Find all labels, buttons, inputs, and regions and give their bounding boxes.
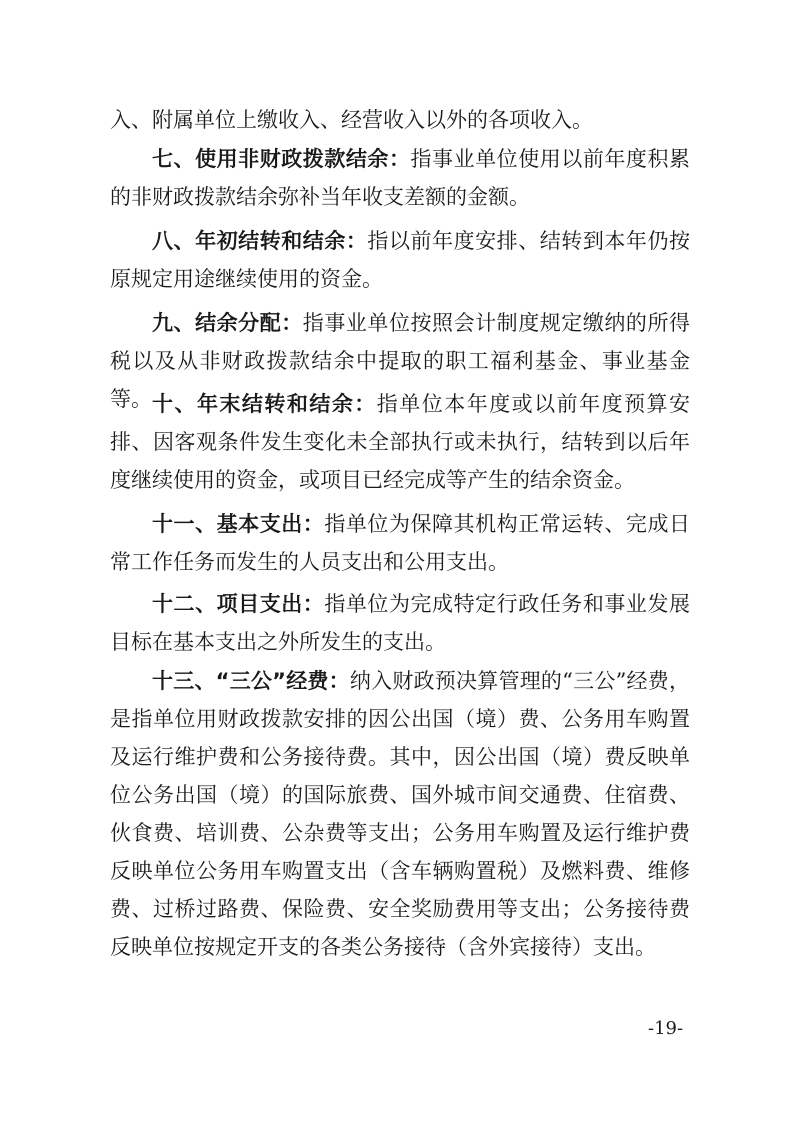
term-definition: 指事业单位按照会计制度规定缴纳的所得税以及从非财政拨款结余中提取的职工福利基金、事业基金等。 [110, 311, 691, 411]
paragraph-continuation [110, 101, 690, 139]
paragraph-item-8 [110, 222, 690, 298]
term-definition: 指以前年度安排、结转到本年仍按原规定用途继续使用的资金。 [110, 229, 691, 291]
paragraph-item-13 [110, 662, 690, 966]
term-heading: 七、使用非财政拨款结余： [152, 147, 411, 171]
term-heading: 十一、基本支出： [152, 512, 325, 536]
page-number: -19- [648, 1018, 684, 1039]
paragraph-item-7 [110, 140, 690, 216]
term-heading: 九、结余分配： [152, 311, 303, 335]
term-definition: 指单位为完成特定行政任务和事业发展目标在基本支出之外所发生的支出。 [110, 592, 691, 654]
term-definition: 指事业单位使用以前年度积累的非财政拨款结余弥补当年收支差额的金额。 [110, 147, 690, 209]
term-heading: 十三、“三公”经费： [152, 669, 350, 693]
paragraph-item-12 [110, 585, 690, 661]
term-heading: 十二、项目支出： [152, 592, 325, 616]
term-definition: 纳入财政预决算管理的“三公”经费，是指单位用财政拨款安排的因公出国（境）费、公务用车购置及运行维护费和公务接待费。其中，因公出国（境）费反映单位公务出国（境）的国际旅费、国外城市间交通费、住宿费、伙食费、培训费、公杂费等支出；公务用车购置及运行维护费反映单位公务用车购置支出（含车辆购置税）及燃料费、维修费、过桥过路费、保险费、安全奖励费用等支出；公务接待费反映单位按规定开支的各类公务接待（含外宾接待）支出。 [110, 669, 690, 959]
term-definition: 指单位本年度或以前年度预算安排、因客观条件发生变化未全部执行或未执行，结转到以后年度继续使用的资金，或项目已经完成等产生的结余资金。 [110, 392, 691, 492]
term-definition: 指单位为保障其机构正常运转、完成日常工作任务而发生的人员支出和公用支出。 [110, 512, 691, 574]
paragraph-text: 入、附属单位上缴收入、经营收入以外的各项收入。 [110, 108, 593, 132]
paragraph-item-10 [110, 385, 690, 499]
term-heading: 八、年初结转和结余： [152, 229, 368, 253]
term-heading: 十、年末结转和结余： [152, 392, 377, 416]
paragraph-item-11 [110, 505, 690, 581]
